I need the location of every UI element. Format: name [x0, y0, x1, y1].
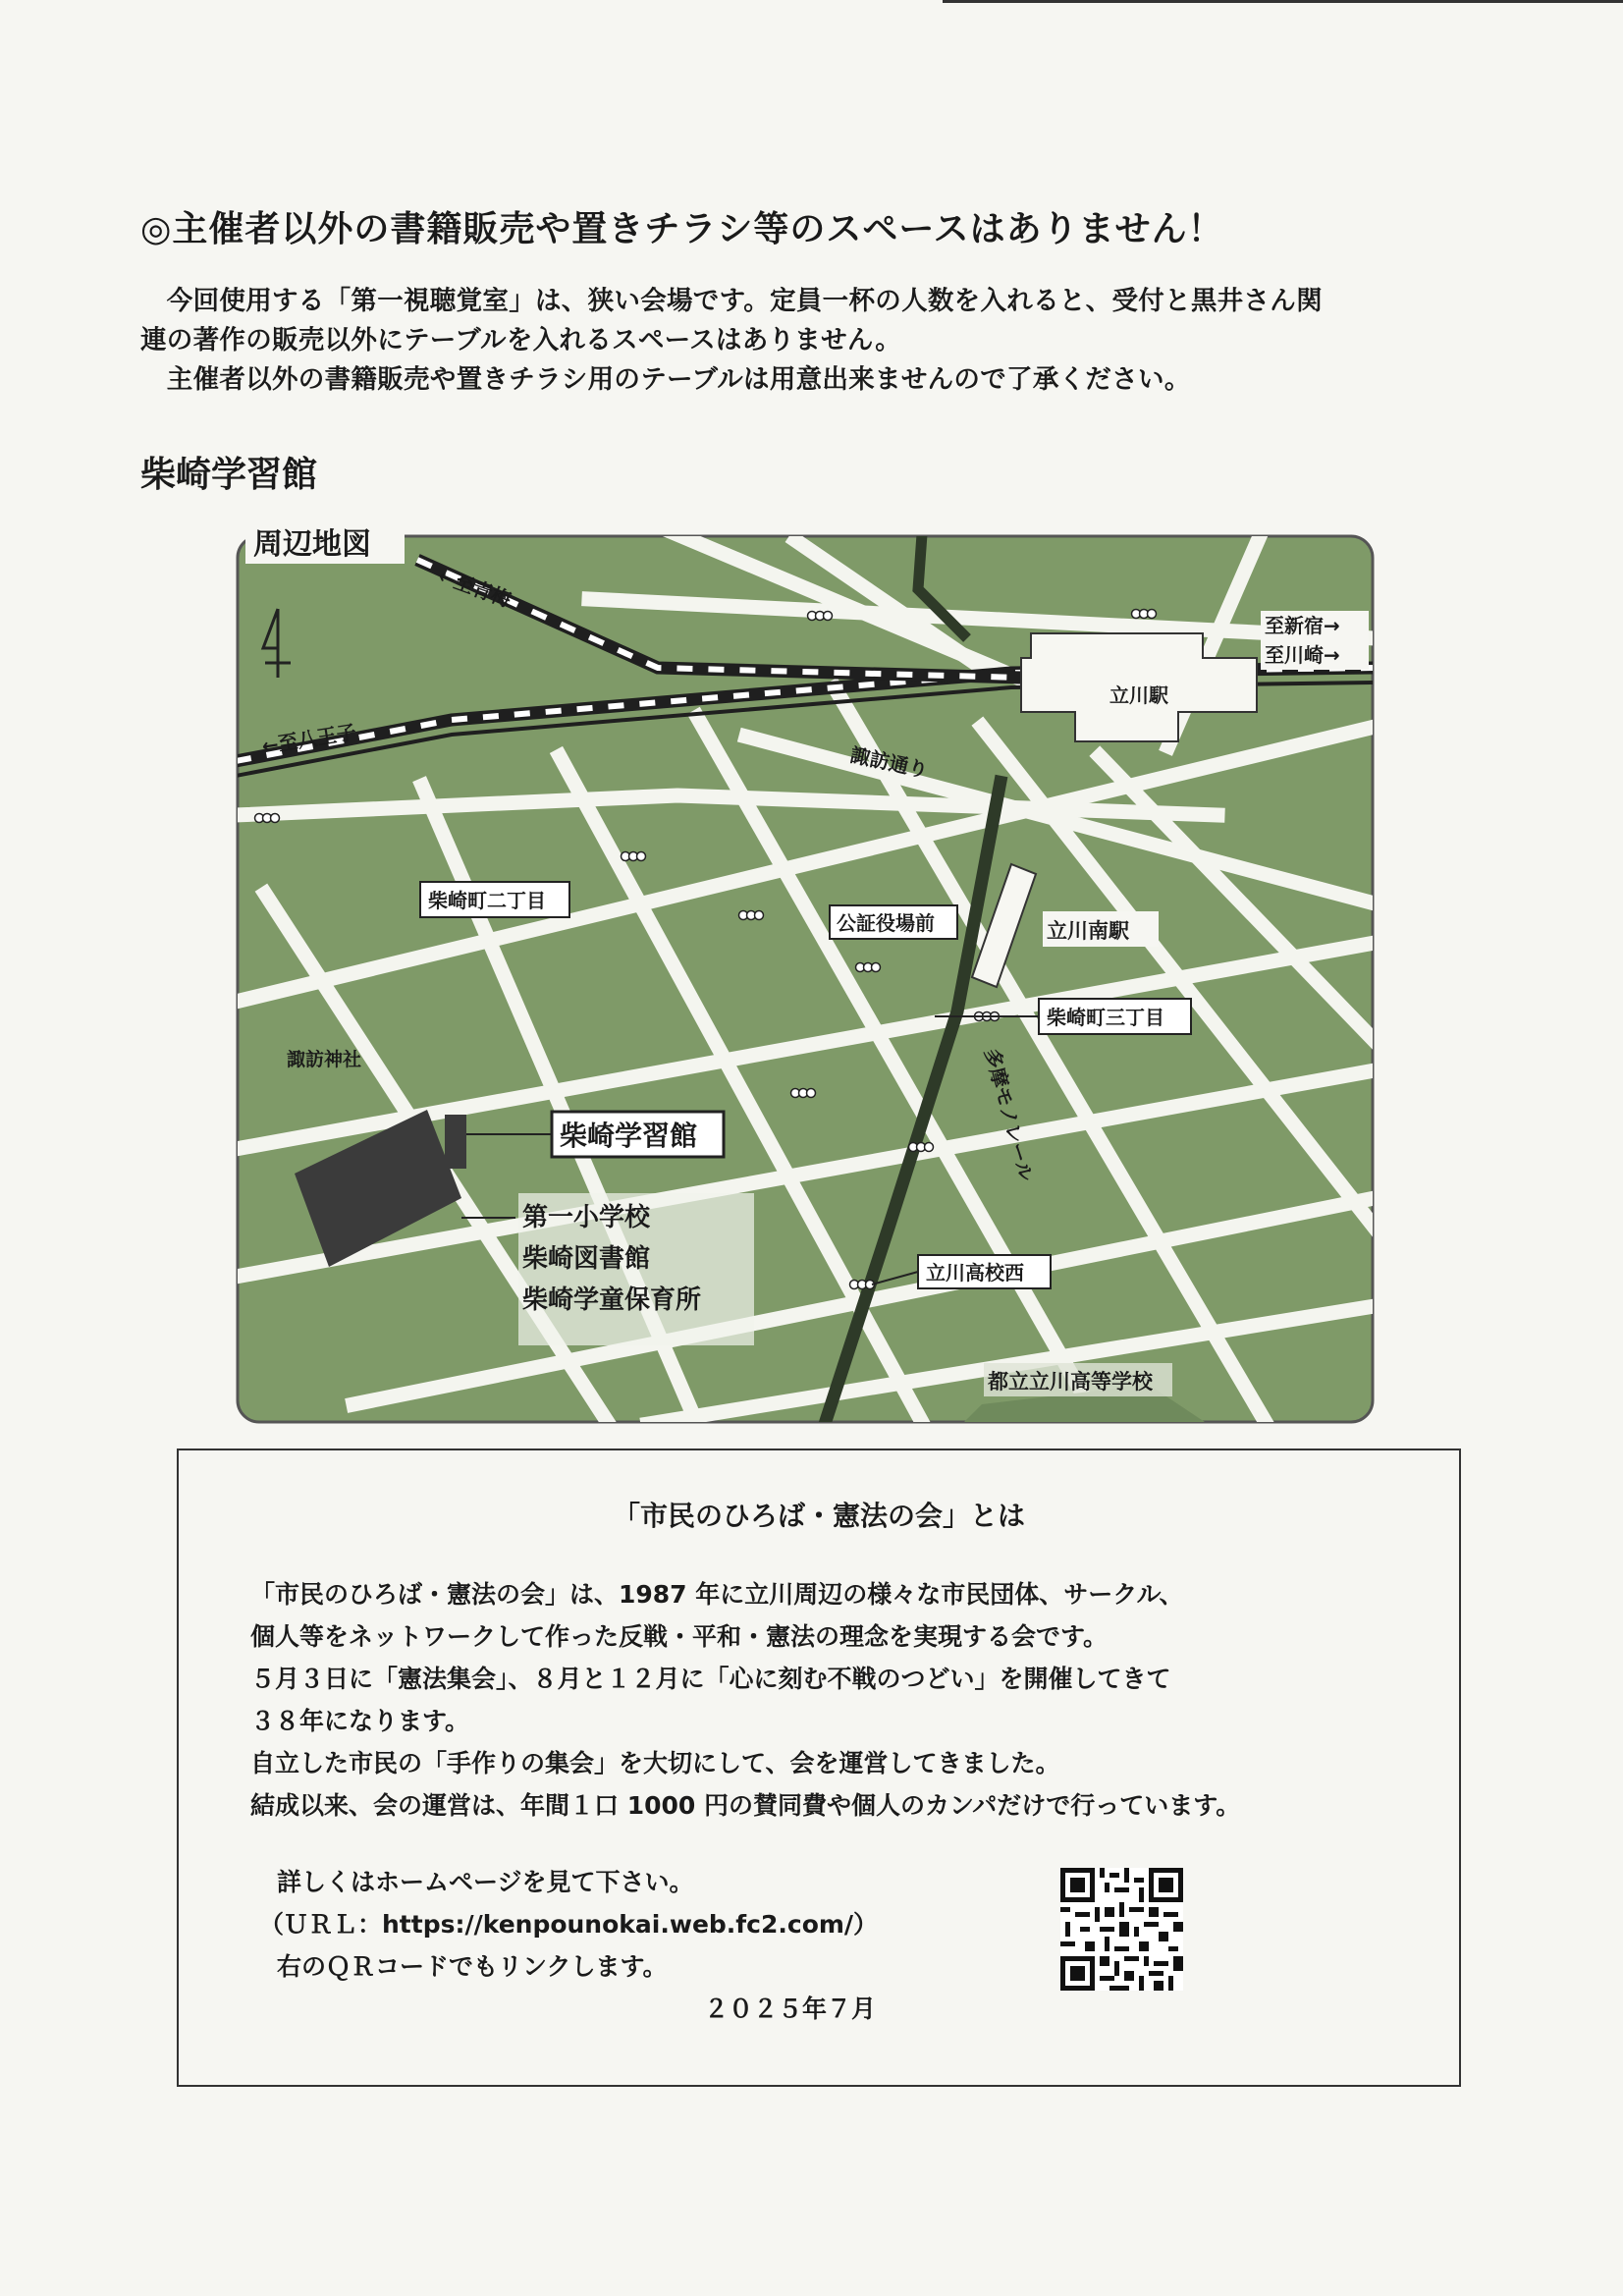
label-shibasaki-2chome: 柴崎町二丁目 [428, 889, 546, 912]
info-line-5: 自立した市民の「手作りの集会」を大切にして、会を運営してきました。 [250, 1749, 1060, 1777]
date-line: ２０２５年７月 [704, 1995, 877, 2023]
label-to-kawasaki: 至川崎→ [1265, 643, 1340, 667]
label-to-shinjuku: 至新宿→ [1265, 614, 1340, 637]
association-info-box [177, 1449, 1461, 2087]
notice-line-1: 今回使用する「第一視聴覚室」は、狭い会場です。定員一杯の人数を入れると、受付と黒井さん関 [140, 286, 1323, 316]
label-kosho-yakuba-mae: 公証役場前 [837, 911, 935, 935]
label-library: 柴崎図書館 [522, 1244, 651, 1274]
label-to-ome: ←至青梅 [435, 564, 514, 612]
label-to-hachioji: ←至八王子 [260, 720, 358, 758]
area-map [236, 520, 1375, 1424]
label-tachikawa-koko-nishi: 立川高校西 [926, 1261, 1024, 1285]
label-suwa-dori: 諏訪通り [847, 742, 931, 783]
map-title: 周辺地図 [253, 527, 371, 562]
info-line-6: 結成以来、会の運営は、年間１口 1000 円の賛同費や個人のカンパだけで行っています。 [250, 1791, 1241, 1820]
homepage-line: 詳しくはホームページを見て下さい。 [277, 1868, 694, 1896]
qr-code-icon[interactable] [1060, 1868, 1183, 1991]
label-venue: 柴崎学習館 [560, 1120, 698, 1152]
notice-heading: ◎主催者以外の書籍販売や置きチラシ等のスペースはありません！ [140, 209, 1224, 249]
top-edge-line [943, 0, 1623, 3]
venue-building [445, 1115, 466, 1169]
label-tachikawa-station: 立川駅 [1109, 683, 1168, 707]
notice-line-3: 主催者以外の書籍販売や置きチラシ用のテーブルは用意出来ませんので了承ください。 [140, 364, 1191, 395]
label-tachikawa-high-school: 都立立川高等学校 [988, 1370, 1153, 1394]
info-line-3: ５月３日に「憲法集会」、８月と１２月に「心に刻む不戦のつどい」を開催してきて [250, 1665, 1171, 1693]
label-nursery: 柴崎学童保育所 [522, 1285, 702, 1315]
url-line[interactable]: （ＵＲＬ：https://kenpounokai.web.fc2.com/） [259, 1910, 879, 1939]
info-title: 「市民のひろば・憲法の会」とは [612, 1500, 1025, 1532]
venue-title: 柴崎学習館 [140, 455, 318, 495]
label-monorail: 多摩モノレール [980, 1046, 1039, 1184]
info-line-1: 「市民のひろば・憲法の会」は、1987 年に立川周辺の様々な市民団体、サークル、 [250, 1580, 1184, 1609]
qr-line: 右のＱＲコードでもリンクします。 [277, 1952, 668, 1981]
label-daiichi-school: 第一小学校 [522, 1203, 651, 1232]
notice-line-2: 連の著作の販売以外にテーブルを入れるスペースはありません。 [140, 325, 902, 355]
info-line-4: ３８年になります。 [250, 1707, 470, 1735]
label-suwa-shrine: 諏訪神社 [287, 1049, 362, 1070]
info-line-2: 個人等をネットワークして作った反戦・平和・憲法の理念を実現する会です。 [250, 1622, 1109, 1651]
label-tachikawa-minami-station: 立川南駅 [1047, 919, 1129, 943]
label-shibasaki-3chome: 柴崎町三丁目 [1047, 1006, 1164, 1029]
